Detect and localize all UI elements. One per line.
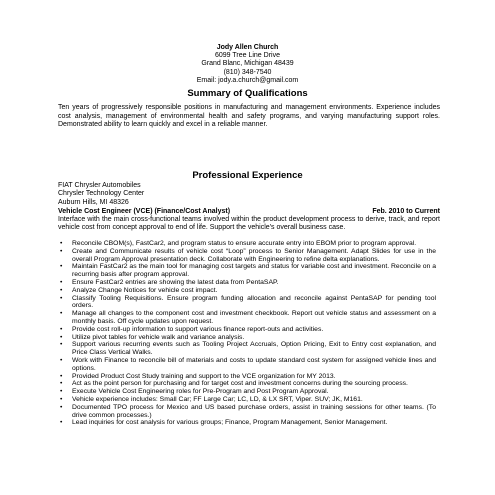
company-location: Auburn Hills, MI 48326	[58, 198, 129, 206]
email-address: Email: jody.a.church@gmail.com	[196, 76, 299, 84]
job-title: Vehicle Cost Engineer (VCE) (Finance/Cost Analyst)	[58, 208, 231, 215]
company-name: FIAT Chrysler Automobiles	[58, 182, 141, 189]
list-item: • Analyze Change Notices for vehicle cost impact.	[58, 287, 436, 295]
division-name: Chrysler Technology Center	[58, 190, 145, 198]
list-item: • Provided Product Cost Study training and support to the VCE organization for MY 2013.	[58, 373, 436, 381]
list-item: • Act as the point person for purchasing and for target cost and investment concerns during the sourcing process.	[58, 380, 436, 388]
list-item: • Work with Finance to reconcile bill of materials and costs to update standard cost system for assigned vehicle lines and options.	[58, 357, 436, 373]
list-item: • Provide cost roll-up information to support various finance report-outs and activities.	[58, 326, 436, 334]
summary-text: Ten years of progressively responsible positions in manufacturing and management environments. Experience includes cost analysis, management of environmental health and safety programs, and varying manufacturing support roles. Demonstrated ability to learn quickly and excel in a reliable manner.	[58, 104, 440, 129]
experience-heading: Professional Experience	[192, 170, 303, 181]
list-item: • Execute Vehicle Cost Engineering roles for Pre-Program and Post Program Approval.	[58, 388, 436, 396]
list-item: • Classify Tooling Requisitions. Ensure program funding allocation and reconcile against PentaSAP for pending tool orders.	[58, 295, 436, 311]
list-item: • Maintain FastCar2 as the main tool for managing cost targets and status for variable cost and investment. Reconcile on a recurring basis after program approval.	[58, 263, 436, 279]
list-item: • Documented TPO process for Mexico and US based purchase orders, assist in training sessions for other teams. (To drive common processes.)	[58, 404, 436, 420]
phone-number: (810) 348-7540	[223, 68, 272, 76]
employer-block	[58, 182, 144, 207]
city-state-zip: Grand Blanc, Michigan 48439	[201, 60, 294, 68]
list-item: • Support various recurring events such as Tooling Project Accruals, Option Pricing, Exit to Entry cost explanation, and Price Class Vertical Walks.	[58, 341, 436, 357]
street-address: 6099 Tree Line Drive	[215, 52, 280, 60]
list-item: • Create and Communicate results of vehicle cost “Loop” process to Senior Management. Adapt Slides for use in the overall Program Approval presentation deck. Collaborate with Engineering to refine delta explanations.	[58, 248, 436, 264]
applicant-name: Jody Allen Church	[216, 44, 279, 51]
list-item: • Reconcile CBOM(s), FastCar2, and program status to ensure accurate entry into EBOM prior to program approval.	[58, 240, 436, 248]
job-description: Interface with the main cross-functional teams involved within the product development process to derive, track, and report vehicle cost from concept approval to end of life. Support the vehicle's overall business case.	[58, 216, 440, 232]
job-title-row	[58, 208, 440, 215]
list-item: • Vehicle experience includes: Small Car; FF Large Car; LC, LD, & LX SRT, Viper. SUV; JK, M161.	[58, 396, 436, 404]
responsibility-list	[58, 240, 436, 427]
contact-header	[0, 44, 495, 85]
list-item: • Ensure FastCar2 entries are showing the latest data from PentaSAP.	[58, 279, 436, 287]
list-item: • Utilize pivot tables for vehicle walk and variance analysis.	[58, 334, 436, 342]
list-item: • Lead inquiries for cost analysis for various groups; Finance, Program Management, Senior Management.	[58, 419, 436, 427]
summary-heading: Summary of Qualifications	[187, 88, 308, 99]
job-dates: Feb. 2010 to Current	[372, 208, 440, 215]
list-item: • Manage all changes to the component cost and investment checkbook. Report out vehicle status and assessment on a monthly basis. Off cycle updates upon request.	[58, 310, 436, 326]
